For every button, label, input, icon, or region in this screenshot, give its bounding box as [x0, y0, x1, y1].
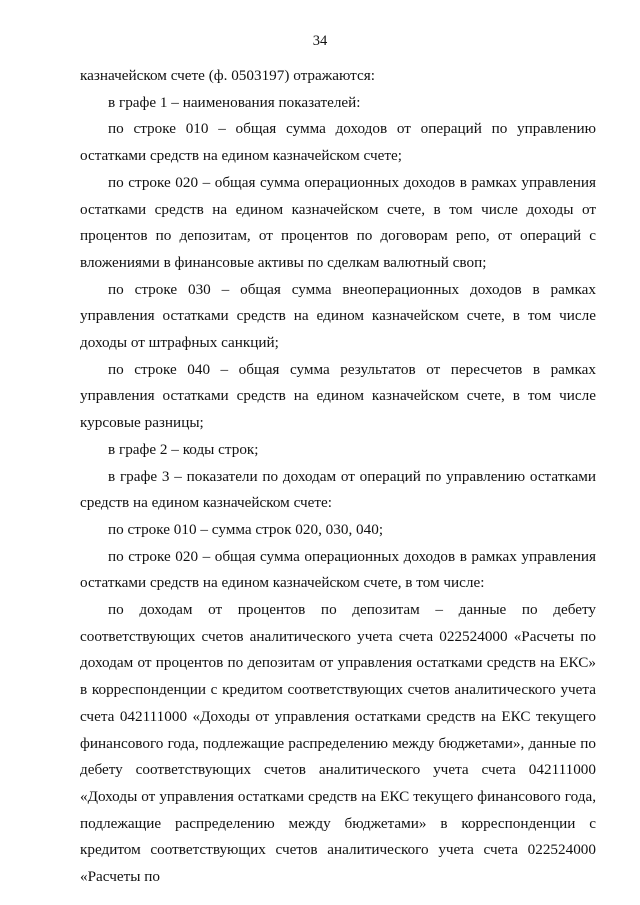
paragraph-continuation: казначейском счете (ф. 0503197) отражаются: [80, 67, 375, 84]
paragraph-column-3: в графе 3 – показатели по доходам от операций по управлению остатками средств на едином казначейском счете: [80, 467, 596, 512]
paragraph-column-1: в графе 1 – наименования показателей: [108, 93, 361, 111]
paragraph-line-010: по строке 010 – общая сумма доходов от операций по управлению остатками средств на едином казначейском счете; [80, 120, 596, 165]
paragraph-line-020: по строке 020 – общая сумма операционных доходов в рамках управления остатками средств на едином казначейском счете, в том числе доходы от процентов по депозитам, от процентов по договорам репо, от операций с вложениями в финансовые активы по сделкам валютный своп; [80, 173, 596, 271]
paragraph-line-030: по строке 030 – общая сумма внеоперационных доходов в рамках управления остатками средств на едином казначейском счете, в том числе доходы от штрафных санкций; [80, 280, 596, 352]
paragraph-line-040: по строке 040 – общая сумма результатов от пересчетов в рамках управления остатками средств на едином казначейском счете, в том числе курсовые разницы; [80, 360, 596, 432]
page-number: 34 [312, 33, 328, 49]
paragraph-deposit-interest: по доходам от процентов по депозитам – данные по дебету соответствующих счетов аналитического учета счета 022524000 «Расчеты по доходам от процентов по депозитам от управления остатками средств на ЕКС» в корреспонденции с кредитом соответствующих счетов аналитического учета счета 042111000 «Доходы от управления остатками средств на ЕКС текущего финансового года, подлежащие распределению между бюджетами», данные по дебету соответствующих счетов аналитического учета счета 042111000 «Доходы от управления остатками средств на ЕКС текущего финансового года, подлежащие распределению между бюджетами» в корреспонденции с кредитом соответствующих счетов аналитического учета счета 022524000 «Расчеты по [80, 601, 596, 886]
document-body [80, 63, 596, 891]
paragraph-column-2: в графе 2 – коды строк; [108, 440, 259, 458]
paragraph-line-010-sum: по строке 010 – сумма строк 020, 030, 040; [108, 520, 384, 538]
paragraph-line-020-detail: по строке 020 – общая сумма операционных доходов в рамках управления остатками средств на едином казначейском счете, в том числе: [80, 547, 596, 592]
